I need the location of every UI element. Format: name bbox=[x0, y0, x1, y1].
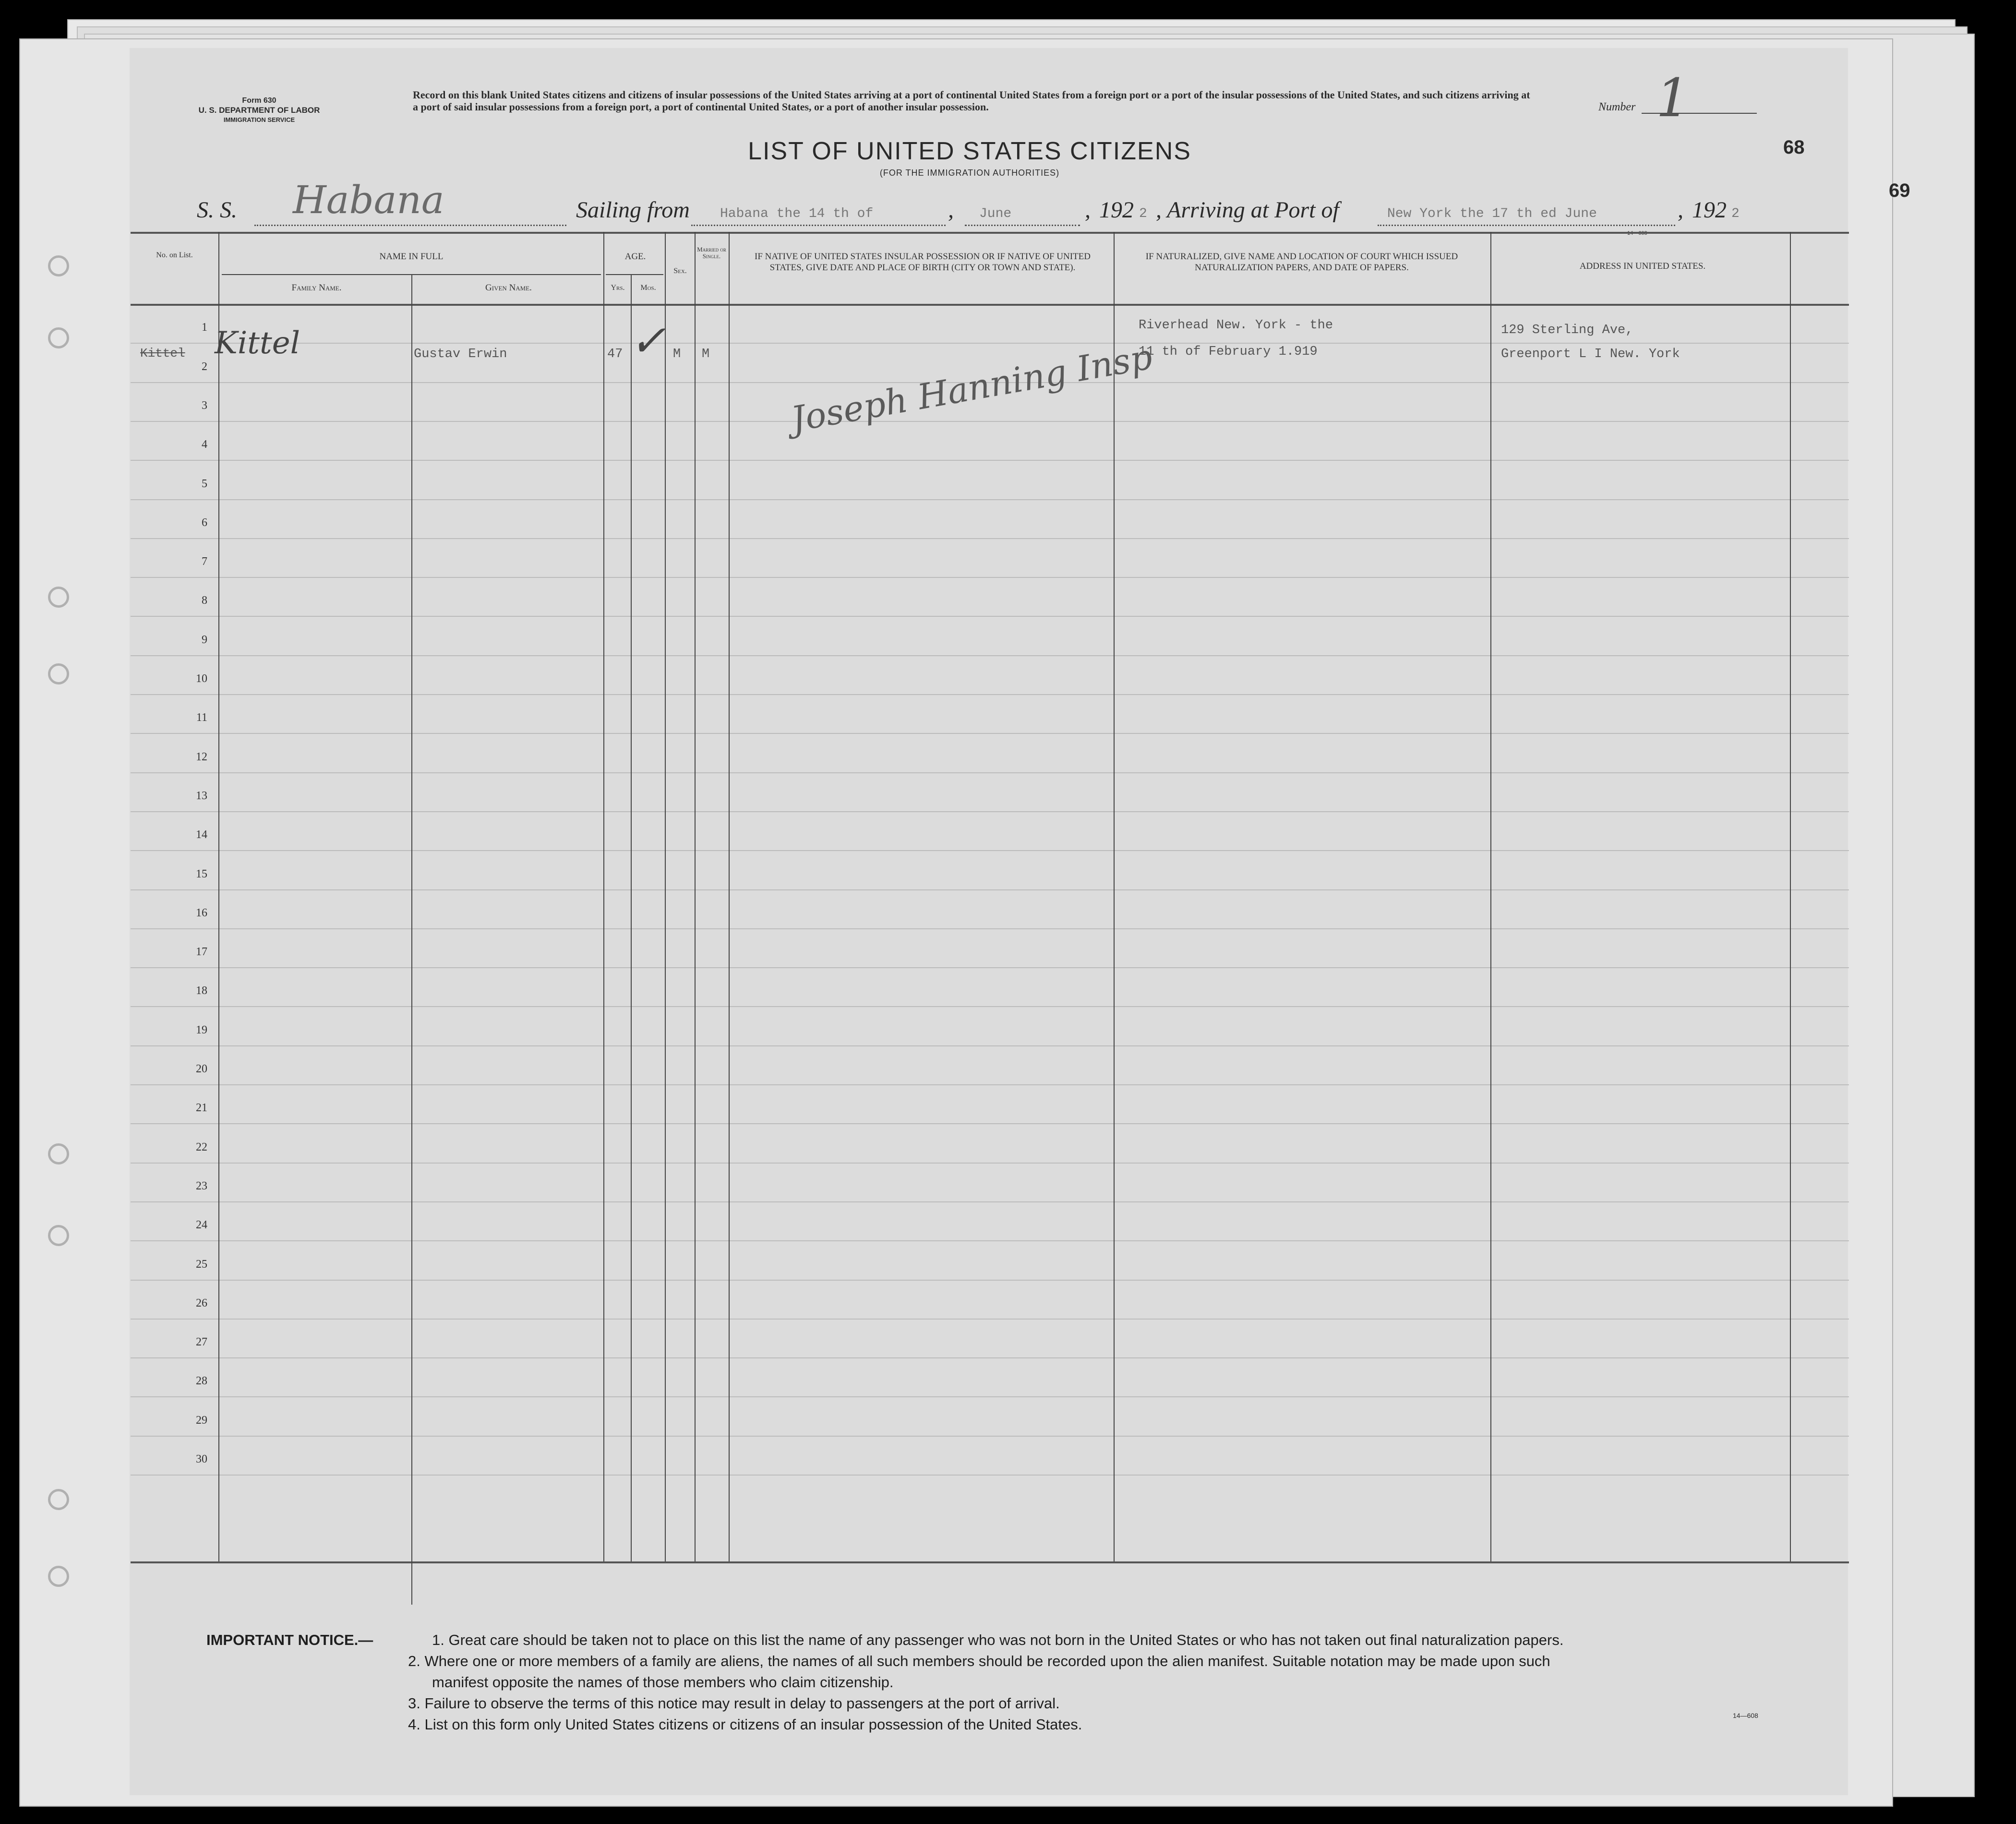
notice-item-2: 2. Where one or more members of a family are aliens, the names of all such members should be recorded upon the alien manifest. Suitable notation may be made upon such bbox=[408, 1653, 1550, 1669]
binder-hole bbox=[48, 255, 69, 276]
row-line bbox=[131, 850, 1849, 851]
ss-label: S. S. bbox=[197, 197, 237, 223]
row-line bbox=[131, 1006, 1849, 1007]
year-suffix: 2 bbox=[1731, 206, 1740, 221]
page-subtitle: (FOR THE IMMIGRATION AUTHORITIES) bbox=[879, 168, 1060, 178]
row-line bbox=[131, 811, 1849, 812]
binder-hole bbox=[48, 1225, 69, 1246]
married-value: M bbox=[702, 347, 710, 361]
row-number: 24 bbox=[196, 1219, 207, 1231]
header-given-name: Given Name. bbox=[485, 283, 532, 293]
row-number: 2 bbox=[202, 360, 207, 373]
row-line bbox=[131, 1045, 1849, 1046]
row-line bbox=[131, 694, 1849, 695]
row-number: 4 bbox=[202, 438, 207, 451]
row-number: 1 bbox=[202, 321, 207, 334]
sailing-from-value: Habana the 14 th of bbox=[720, 206, 874, 221]
form-number: Form 630 bbox=[242, 96, 276, 105]
row-line bbox=[131, 967, 1849, 968]
header-naturalization: IF NATURALIZED, GIVE NAME AND LOCATION OF COURT WHICH ISSUED NATURALIZATION PAPERS, AND DATE OF PAPERS. bbox=[1145, 252, 1458, 273]
row-line bbox=[131, 772, 1849, 773]
address-line-1: 129 Sterling Ave, bbox=[1501, 323, 1633, 337]
given-name: Gustav Erwin bbox=[414, 347, 507, 361]
check-mark: ✓ bbox=[630, 316, 666, 366]
notice-item-2-cont: manifest opposite the names of those members who claim citizenship. bbox=[432, 1674, 894, 1691]
row-line bbox=[131, 1240, 1849, 1241]
row-number: 15 bbox=[196, 868, 207, 880]
binder-hole bbox=[48, 327, 69, 348]
header-age: AGE. bbox=[624, 252, 646, 262]
row-line bbox=[131, 928, 1849, 929]
binder-hole bbox=[48, 587, 69, 608]
page-number: 68 bbox=[1783, 137, 1805, 158]
row-number: 8 bbox=[202, 594, 207, 607]
row-line bbox=[131, 889, 1849, 890]
row-number: 21 bbox=[196, 1102, 207, 1114]
row-number: 12 bbox=[196, 751, 207, 763]
row-line bbox=[131, 460, 1849, 461]
instructions-text: Record on this blank United States citizens and citizens of insular possessions of the United States arriving at a port of continental United States from a foreign port or a port of the insular possessions of the United States, and such citizens arriving at a port of said insular possessions from a foreign port, a port of continental United States, or a port of another insular possession. bbox=[413, 89, 1530, 113]
row-line bbox=[131, 1123, 1849, 1124]
row-number: 30 bbox=[196, 1453, 207, 1465]
row-number: 18 bbox=[196, 984, 207, 997]
row-number: 9 bbox=[202, 634, 207, 646]
ship-name: Habana bbox=[293, 178, 444, 222]
row-line bbox=[131, 538, 1849, 539]
age-years: 47 bbox=[607, 347, 623, 361]
row-line bbox=[131, 1436, 1849, 1437]
row-number: 14 bbox=[196, 828, 207, 841]
year-prefix: 192 bbox=[1099, 197, 1134, 223]
form-code: 14—608 bbox=[1627, 230, 1647, 236]
notice-item-4: 4. List on this form only United States citizens or citizens of an insular possession of the United States. bbox=[408, 1716, 1082, 1733]
row-line bbox=[131, 499, 1849, 500]
row-number: 3 bbox=[202, 399, 207, 412]
month-value: June bbox=[979, 206, 1012, 221]
header-place-of-birth: IF NATIVE OF UNITED STATES INSULAR POSSESSION OR IF NATIVE OF UNITED STATES, GIVE DATE AND PLACE OF BIRTH (CITY OR TOWN AND STATE). bbox=[755, 252, 1091, 273]
header-sex: Sex. bbox=[673, 267, 687, 275]
row-line bbox=[131, 1201, 1849, 1202]
header-address: ADDRESS IN UNITED STATES. bbox=[1579, 261, 1706, 271]
row-line bbox=[131, 1280, 1849, 1281]
row-line bbox=[131, 1475, 1849, 1476]
row-line bbox=[131, 421, 1849, 422]
header-married-or-single: Married or Single. bbox=[697, 246, 726, 260]
citizen-table bbox=[131, 232, 1849, 1561]
binder-hole bbox=[48, 1566, 69, 1587]
row-number: 19 bbox=[196, 1024, 207, 1036]
department-header bbox=[168, 96, 350, 125]
row-line bbox=[131, 655, 1849, 656]
sailing-from-label: Sailing from bbox=[576, 197, 690, 223]
notice-item-3: 3. Failure to observe the terms of this notice may result in delay to passengers at the port of arrival. bbox=[408, 1695, 1060, 1712]
row-line bbox=[131, 733, 1849, 734]
address-line-2: Greenport L I New. York bbox=[1501, 347, 1680, 361]
row-number: 26 bbox=[196, 1297, 207, 1309]
year-suffix: 2 bbox=[1139, 206, 1147, 221]
row-number: 7 bbox=[202, 555, 207, 568]
row-number: 10 bbox=[196, 672, 207, 685]
row-line bbox=[131, 343, 1849, 344]
row-line bbox=[131, 1396, 1849, 1397]
header-mos: Mos. bbox=[640, 284, 656, 292]
binder-hole bbox=[48, 663, 69, 684]
inspector-signature: Joseph Hanning Insp bbox=[788, 336, 1155, 440]
family-name-handwritten: Kittel bbox=[215, 325, 300, 361]
arriving-label: , Arriving at Port of bbox=[1156, 197, 1339, 223]
department-name: U. S. DEPARTMENT OF LABOR bbox=[198, 106, 320, 115]
next-page-number: 69 bbox=[1889, 180, 1910, 201]
binder-hole bbox=[48, 1143, 69, 1164]
row-number: 17 bbox=[196, 946, 207, 958]
naturalization-line-2: 11 th of February 1.919 bbox=[1139, 345, 1318, 359]
row-line bbox=[131, 1357, 1849, 1358]
footer-form-code: 14—608 bbox=[1733, 1712, 1758, 1719]
header-name-in-full: NAME IN FULL bbox=[379, 252, 444, 262]
page-title: LIST OF UNITED STATES CITIZENS bbox=[748, 137, 1191, 165]
notice-item-1: 1. Great care should be taken not to place on this list the name of any passenger who was not born in the United States or who has not taken out final naturalization papers. bbox=[432, 1632, 1564, 1648]
row-number: 5 bbox=[202, 478, 207, 490]
row-number: 16 bbox=[196, 907, 207, 919]
header-yrs: Yrs. bbox=[611, 284, 625, 292]
notice-lead: IMPORTANT NOTICE.— bbox=[206, 1632, 373, 1648]
sex-value: M bbox=[673, 347, 681, 361]
sailing-line: S. S. Habana Sailing from Habana the 14 th of , June , 192 2 , Arriving at Port of New York the 17 th ed June , 192 2 bbox=[197, 197, 1733, 235]
year-prefix: 192 bbox=[1692, 197, 1727, 223]
naturalization-line-1: Riverhead New. York - the bbox=[1139, 318, 1333, 333]
row-number: 25 bbox=[196, 1258, 207, 1271]
row-number: 23 bbox=[196, 1180, 207, 1192]
row-number: 28 bbox=[196, 1375, 207, 1387]
row-number: 20 bbox=[196, 1063, 207, 1075]
row-line bbox=[131, 1163, 1849, 1164]
row-number: 27 bbox=[196, 1336, 207, 1348]
header-family-name: Family Name. bbox=[291, 283, 342, 293]
arriving-value: New York the 17 th ed June bbox=[1387, 206, 1597, 221]
row-number: 13 bbox=[196, 790, 207, 802]
row-number: 22 bbox=[196, 1141, 207, 1153]
service-name: IMMIGRATION SERVICE bbox=[223, 116, 295, 123]
number-label: Number bbox=[1598, 101, 1636, 113]
row-number: 29 bbox=[196, 1414, 207, 1427]
family-name-struck: Kittel bbox=[140, 346, 185, 360]
binder-hole bbox=[48, 1489, 69, 1510]
row-line bbox=[131, 1084, 1849, 1085]
row-number: 11 bbox=[196, 711, 207, 724]
row-line bbox=[131, 1319, 1849, 1320]
list-number: 1 bbox=[1656, 67, 1690, 129]
row-line bbox=[131, 577, 1849, 578]
header-no: No. on List. bbox=[156, 251, 193, 259]
row-line bbox=[131, 616, 1849, 617]
row-number: 6 bbox=[202, 516, 207, 529]
